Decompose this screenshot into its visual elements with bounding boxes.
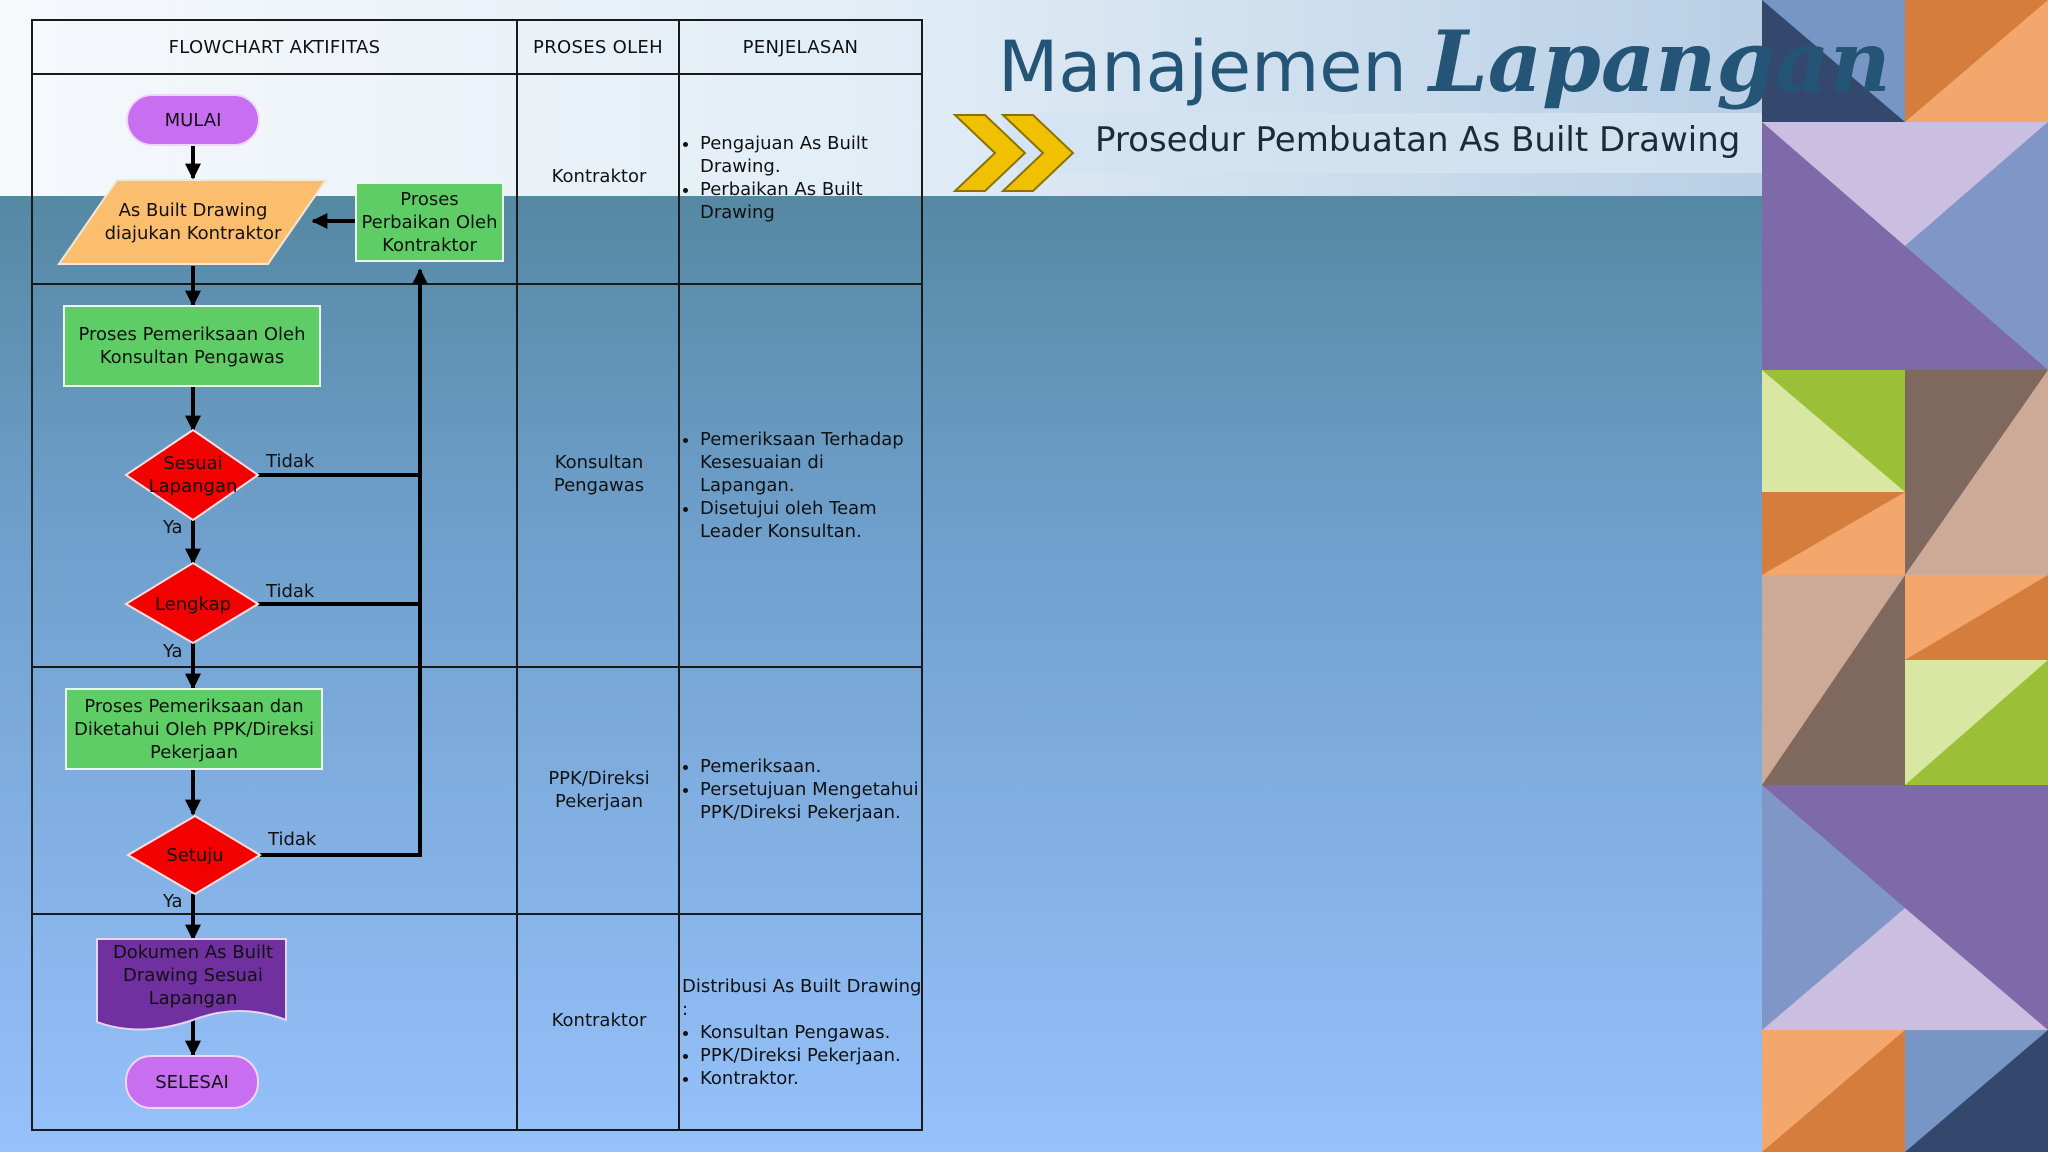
label-fit-yes: Ya: [163, 517, 183, 538]
decision-agree-label: Setuju: [166, 844, 224, 866]
header-proses-oleh: PROSES OLEH: [533, 36, 663, 58]
consultant-check-process: Proses Pemeriksaan Oleh Konsultan Pengawas: [63, 305, 321, 387]
proses-oleh-row-2: Konsultan Pengawas: [553, 452, 645, 496]
proses-oleh-row-4: Kontraktor: [551, 1010, 647, 1031]
penjelasan-row-1-item: • Pengajuan As Built Drawing.: [700, 132, 882, 178]
header-penjelasan: PENJELASAN: [742, 36, 859, 58]
end-terminal: SELESAI: [125, 1055, 259, 1109]
ppk-check-process: Proses Pemeriksaan dan Diketahui Oleh PPK/Direksi Pekerjaan: [65, 688, 323, 770]
geometric-decoration: [1762, 0, 2048, 1152]
slide-subtitle: Prosedur Pembuatan As Built Drawing: [1095, 120, 1741, 160]
penjelasan-row-4-intro: Distribusi As Built Drawing :: [682, 976, 922, 1020]
penjelasan-row-4-item: • PPK/Direksi Pekerjaan.: [700, 1044, 922, 1067]
penjelasan-row-2: [682, 428, 922, 543]
penjelasan-row-3-item: • Pemeriksaan.: [700, 755, 922, 778]
title-word-1: Manajemen: [998, 26, 1407, 108]
label-complete-no: Tidak: [266, 581, 315, 602]
decision-complete-label: Lengkap: [154, 593, 232, 615]
penjelasan-row-4: [682, 975, 922, 1090]
penjelasan-row-4-item: • Kontraktor.: [700, 1067, 922, 1090]
slide-title: [998, 12, 1891, 111]
penjelasan-row-2-item: • Pemeriksaan Terhadap Kesesuaian di Lapangan.: [700, 428, 922, 497]
proses-oleh-row-3: PPK/Direksi Pekerjaan: [548, 768, 650, 812]
start-terminal: MULAI: [126, 94, 260, 146]
title-word-2: Lapangan: [1428, 12, 1891, 111]
document-label: Dokumen As Built Drawing Sesuai Lapangan: [112, 941, 274, 1009]
decision-fit-label: Sesuai Lapangan: [148, 453, 238, 497]
repair-process: Proses Perbaikan Oleh Kontraktor: [355, 182, 504, 262]
label-complete-yes: Ya: [163, 641, 183, 662]
label-agree-no: Tidak: [268, 829, 317, 850]
penjelasan-row-2-item: • Disetujui oleh Team Leader Konsultan.: [700, 497, 922, 543]
penjelasan-row-4-item: • Konsultan Pengawas.: [700, 1021, 922, 1044]
label-agree-yes: Ya: [163, 891, 183, 912]
penjelasan-row-1-item: • Perbaikan As Built Drawing: [700, 178, 882, 224]
penjelasan-row-3-item: • Persetujuan Mengetahui PPK/Direksi Pekerjaan.: [700, 778, 922, 824]
header-flowchart: FLOWCHART AKTIFITAS: [168, 36, 381, 58]
submit-input-label: As Built Drawing diajukan Kontraktor: [104, 200, 282, 244]
penjelasan-row-3: [682, 755, 922, 824]
label-fit-no: Tidak: [266, 451, 315, 472]
penjelasan-row-1: [682, 132, 882, 224]
proses-oleh-row-1: Kontraktor: [551, 166, 647, 187]
